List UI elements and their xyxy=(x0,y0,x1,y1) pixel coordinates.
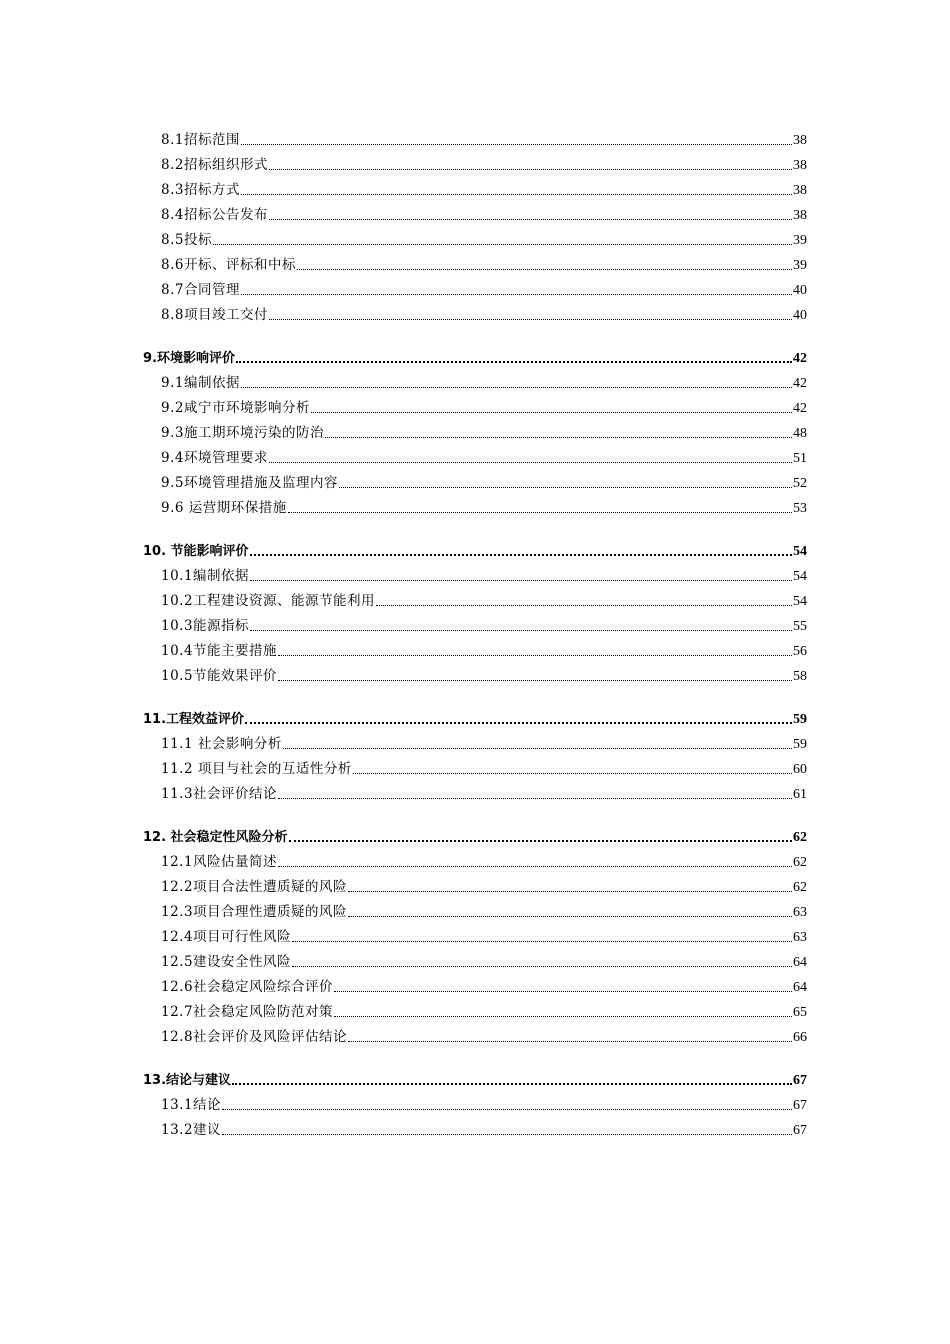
toc-dot-leader xyxy=(289,840,792,842)
toc-entry-page-number: 48 xyxy=(793,426,807,441)
toc-dot-leader xyxy=(278,798,792,799)
toc-dot-leader xyxy=(339,487,792,488)
toc-dot-leader xyxy=(348,891,792,892)
toc-section-entry[interactable] xyxy=(143,467,807,492)
toc-entry-page-number: 38 xyxy=(793,183,807,198)
toc-dot-leader xyxy=(278,680,792,681)
toc-entry-title: 12.3项目合理性遭质疑的风险 xyxy=(161,904,348,920)
toc-entry-title: 13.结论与建议 xyxy=(143,1073,232,1088)
toc-entry-title: 9.4环境管理要求 xyxy=(161,450,268,466)
toc-entry-title: 12.4项目可行性风险 xyxy=(161,929,292,945)
toc-entry-title: 11.2 项目与社会的互适性分析 xyxy=(161,761,352,777)
toc-entry-page-number: 54 xyxy=(793,569,807,584)
toc-entry-title: 9.2咸宁市环境影响分析 xyxy=(161,400,310,416)
toc-dot-leader xyxy=(297,269,792,270)
toc-section-entry[interactable] xyxy=(143,367,807,392)
toc-gap xyxy=(143,324,807,333)
toc-entry-title: 10.1编制依据 xyxy=(161,568,250,584)
toc-entry-page-number: 52 xyxy=(793,476,807,491)
toc-section-entry[interactable] xyxy=(143,753,807,778)
toc-entry-page-number: 62 xyxy=(793,855,807,870)
toc-entry-page-number: 61 xyxy=(793,787,807,802)
toc-entry-page-number: 39 xyxy=(793,233,807,248)
toc-chapter-entry[interactable] xyxy=(143,333,807,367)
toc-dot-leader xyxy=(213,244,792,245)
toc-entry-page-number: 38 xyxy=(793,158,807,173)
toc-gap xyxy=(143,1046,807,1055)
toc-dot-leader xyxy=(278,655,792,656)
toc-entry-page-number: 63 xyxy=(793,905,807,920)
toc-entry-page-number: 59 xyxy=(793,712,807,727)
toc-dot-leader xyxy=(325,437,792,438)
toc-dot-leader xyxy=(241,144,792,145)
toc-entry-title: 10. 节能影响评价 xyxy=(143,544,249,559)
toc-section-entry[interactable] xyxy=(143,392,807,417)
toc-entry-page-number: 55 xyxy=(793,619,807,634)
toc-section-entry[interactable] xyxy=(143,492,807,517)
toc-entry-title: 8.4招标公告发布 xyxy=(161,207,268,223)
toc-entry-page-number: 38 xyxy=(793,133,807,148)
toc-dot-leader xyxy=(278,866,792,867)
toc-dot-leader xyxy=(250,630,792,631)
toc-dot-leader xyxy=(241,294,792,295)
toc-section-entry[interactable] xyxy=(143,996,807,1021)
toc-entry-page-number: 62 xyxy=(793,830,807,845)
toc-entry-title: 12. 社会稳定性风险分析 xyxy=(143,830,288,845)
toc-entry-title: 10.2工程建设资源、能源节能利用 xyxy=(161,593,376,609)
toc-dot-leader xyxy=(376,605,792,606)
toc-section-entry[interactable] xyxy=(143,417,807,442)
toc-dot-leader xyxy=(311,412,792,413)
toc-entry-title: 12.8社会评价及风险评估结论 xyxy=(161,1029,348,1045)
toc-section-entry[interactable] xyxy=(143,585,807,610)
toc-section-entry[interactable] xyxy=(143,174,807,199)
toc-section-entry[interactable] xyxy=(143,896,807,921)
toc-dot-leader xyxy=(269,319,792,320)
toc-dot-leader xyxy=(269,169,792,170)
toc-entry-title: 13.2建议 xyxy=(161,1122,222,1138)
toc-entry-title: 12.1风险估量简述 xyxy=(161,854,278,870)
toc-entry-page-number: 64 xyxy=(793,980,807,995)
toc-dot-leader xyxy=(245,722,792,724)
toc-dot-leader xyxy=(292,941,792,942)
toc-section-entry[interactable] xyxy=(143,199,807,224)
toc-chapter-entry[interactable] xyxy=(143,1055,807,1089)
toc-entry-title: 11.工程效益评价 xyxy=(143,712,245,727)
toc-entry-title: 9.5环境管理措施及监理内容 xyxy=(161,475,338,491)
toc-entry-title: 8.7合同管理 xyxy=(161,282,240,298)
toc-entry-title: 10.4节能主要措施 xyxy=(161,643,278,659)
toc-entry-title: 12.7社会稳定风险防范对策 xyxy=(161,1004,334,1020)
toc-entry-title: 9.3施工期环境污染的防治 xyxy=(161,425,324,441)
toc-entry-page-number: 56 xyxy=(793,644,807,659)
toc-entry-page-number: 40 xyxy=(793,283,807,298)
toc-section-entry[interactable] xyxy=(143,299,807,324)
toc-dot-leader xyxy=(288,512,792,513)
toc-dot-leader xyxy=(334,1016,792,1017)
toc-chapter-entry[interactable] xyxy=(143,812,807,846)
toc-section-entry[interactable] xyxy=(143,846,807,871)
toc-entry-page-number: 67 xyxy=(793,1098,807,1113)
toc-dot-leader xyxy=(334,991,792,992)
toc-chapter-entry[interactable] xyxy=(143,694,807,728)
toc-dot-leader xyxy=(250,580,792,581)
toc-gap xyxy=(143,517,807,526)
toc-entry-page-number: 59 xyxy=(793,737,807,752)
toc-section-entry[interactable] xyxy=(143,249,807,274)
toc-entry-page-number: 39 xyxy=(793,258,807,273)
toc-dot-leader xyxy=(269,219,792,220)
toc-entry-title: 12.6社会稳定风险综合评价 xyxy=(161,979,334,995)
toc-section-entry[interactable] xyxy=(143,971,807,996)
toc-dot-leader xyxy=(269,462,792,463)
toc-section-entry[interactable] xyxy=(143,149,807,174)
toc-entry-page-number: 54 xyxy=(793,594,807,609)
toc-entry-page-number: 53 xyxy=(793,501,807,516)
toc-dot-leader xyxy=(222,1109,792,1110)
toc-entry-page-number: 63 xyxy=(793,930,807,945)
toc-chapter-entry[interactable] xyxy=(143,526,807,560)
toc-entry-page-number: 38 xyxy=(793,208,807,223)
toc-section-entry[interactable] xyxy=(143,660,807,685)
toc-dot-leader xyxy=(236,361,792,363)
toc-entry-page-number: 65 xyxy=(793,1005,807,1020)
toc-entry-title: 11.1 社会影响分析 xyxy=(161,736,282,752)
toc-section-entry[interactable] xyxy=(143,946,807,971)
toc-entry-page-number: 42 xyxy=(793,401,807,416)
toc-entry-title: 11.3社会评价结论 xyxy=(161,786,278,802)
toc-entry-page-number: 54 xyxy=(793,544,807,559)
toc-dot-leader xyxy=(232,1083,792,1085)
toc-entry-title: 8.2招标组织形式 xyxy=(161,157,268,173)
toc-gap xyxy=(143,803,807,812)
toc-entry-title: 8.1招标范围 xyxy=(161,132,240,148)
toc-entry-page-number: 67 xyxy=(793,1073,807,1088)
toc-dot-leader xyxy=(250,554,792,556)
toc-entry-title: 8.5投标 xyxy=(161,232,212,248)
toc-section-entry[interactable] xyxy=(143,560,807,585)
toc-dot-leader xyxy=(222,1134,792,1135)
toc-entry-page-number: 62 xyxy=(793,880,807,895)
toc-section-entry[interactable] xyxy=(143,224,807,249)
toc-dot-leader xyxy=(348,1041,792,1042)
toc-entry-title: 10.5节能效果评价 xyxy=(161,668,278,684)
toc-section-entry[interactable] xyxy=(143,871,807,896)
toc-entry-title: 9.环境影响评价 xyxy=(143,351,235,366)
toc-section-entry[interactable] xyxy=(143,1089,807,1114)
toc-entry-title: 12.5建设安全性风险 xyxy=(161,954,292,970)
toc-section-entry[interactable] xyxy=(143,1114,807,1139)
toc-entry-title: 9.6 运营期环保措施 xyxy=(161,500,287,516)
toc-section-entry[interactable] xyxy=(143,921,807,946)
toc-gap xyxy=(143,685,807,694)
toc-entry-page-number: 58 xyxy=(793,669,807,684)
toc-entry-page-number: 40 xyxy=(793,308,807,323)
table-of-contents xyxy=(143,124,807,1139)
toc-dot-leader xyxy=(241,387,792,388)
toc-entry-title: 13.1结论 xyxy=(161,1097,222,1113)
toc-section-entry[interactable] xyxy=(143,635,807,660)
toc-dot-leader xyxy=(292,966,792,967)
toc-section-entry[interactable] xyxy=(143,1021,807,1046)
toc-section-entry[interactable] xyxy=(143,610,807,635)
toc-section-entry[interactable] xyxy=(143,274,807,299)
toc-entry-page-number: 42 xyxy=(793,351,807,366)
toc-entry-page-number: 67 xyxy=(793,1123,807,1138)
toc-dot-leader xyxy=(353,773,792,774)
toc-entry-title: 9.1编制依据 xyxy=(161,375,240,391)
toc-section-entry[interactable] xyxy=(143,728,807,753)
toc-entry-page-number: 51 xyxy=(793,451,807,466)
toc-entry-title: 10.3能源指标 xyxy=(161,618,250,634)
toc-entry-title: 8.6开标、评标和中标 xyxy=(161,257,296,273)
toc-section-entry[interactable] xyxy=(143,124,807,149)
toc-section-entry[interactable] xyxy=(143,442,807,467)
toc-entry-page-number: 60 xyxy=(793,762,807,777)
toc-entry-title: 8.3招标方式 xyxy=(161,182,240,198)
toc-entry-page-number: 66 xyxy=(793,1030,807,1045)
toc-entry-title: 12.2项目合法性遭质疑的风险 xyxy=(161,879,348,895)
toc-dot-leader xyxy=(283,748,792,749)
toc-entry-page-number: 64 xyxy=(793,955,807,970)
toc-dot-leader xyxy=(348,916,792,917)
toc-entry-page-number: 42 xyxy=(793,376,807,391)
toc-dot-leader xyxy=(241,194,792,195)
toc-section-entry[interactable] xyxy=(143,778,807,803)
toc-entry-title: 8.8项目竣工交付 xyxy=(161,307,268,323)
